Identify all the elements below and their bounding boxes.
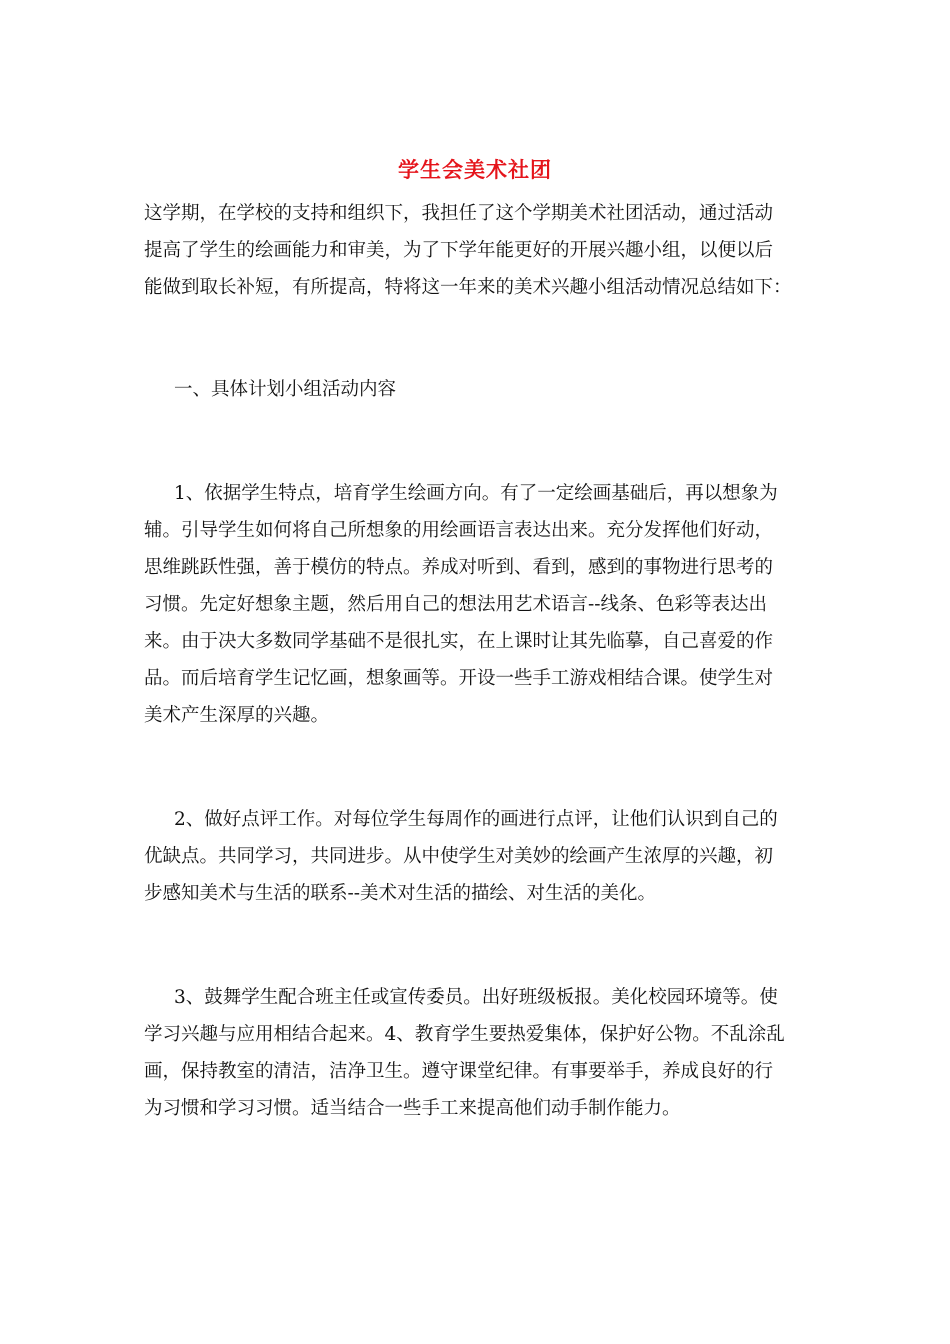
text-line: 2、做好点评工作。对每位学生每周作的画进行点评，让他们认识到自己的 [174, 809, 778, 830]
text-line: 优缺点。共同学习，共同进步。从中使学生对美妙的绘画产生浓厚的兴趣，初 [144, 846, 774, 867]
text-line: 习惯。先定好想象主题，然后用自己的想法用艺术语言--线条、色彩等表达出 [144, 594, 768, 615]
paragraph-item-3 [144, 979, 809, 1127]
text-line: 思维跳跃性强，善于模仿的特点。养成对听到、看到，感到的事物进行思考的 [144, 557, 774, 578]
intro-paragraph [144, 195, 809, 306]
text-line: 学习兴趣与应用相结合起来。4、教育学生要热爱集体，保护好公物。不乱涂乱 [144, 1024, 785, 1045]
paragraph-item-2 [144, 801, 809, 912]
text-line: 美术产生深厚的兴趣。 [144, 705, 330, 726]
text-line: 品。而后培育学生记忆画，想象画等。开设一些手工游戏相结合课。使学生对 [144, 668, 774, 689]
text-line: 辅。引导学生如何将自己所想象的用绘画语言表达出来。充分发挥他们好动， [144, 520, 774, 541]
paragraph-item-1 [144, 475, 809, 734]
text-line: 画，保持教室的清洁，洁净卫生。遵守课堂纪律。有事要举手，养成良好的行 [144, 1061, 774, 1082]
text-line: 提高了学生的绘画能力和审美，为了下学年能更好的开展兴趣小组，以便以后 [144, 240, 774, 261]
section-heading [144, 371, 809, 408]
text-line: 步感知美术与生活的联系--美术对生活的描绘、对生活的美化。 [144, 883, 657, 904]
document-title: 学生会美术社团 [398, 157, 552, 182]
text-line: 这学期，在学校的支持和组织下，我担任了这个学期美术社团活动，通过活动 [144, 203, 774, 224]
text-line: 来。由于决大多数同学基础不是很扎实，在上课时让其先临摹，自己喜爱的作 [144, 631, 774, 652]
text-line: 能做到取长补短，有所提高，特将这一年来的美术兴趣小组活动情况总结如下： [144, 277, 792, 298]
text-line: 1、依据学生特点，培育学生绘画方向。有了一定绘画基础后，再以想象为 [174, 483, 778, 504]
text-line: 为习惯和学习习惯。适当结合一些手工来提高他们动手制作能力。 [144, 1098, 681, 1119]
section-heading-text: 一、具体计划小组活动内容 [174, 379, 397, 400]
text-line: 3、鼓舞学生配合班主任或宣传委员。出好班级板报。美化校园环境等。使 [174, 987, 778, 1008]
